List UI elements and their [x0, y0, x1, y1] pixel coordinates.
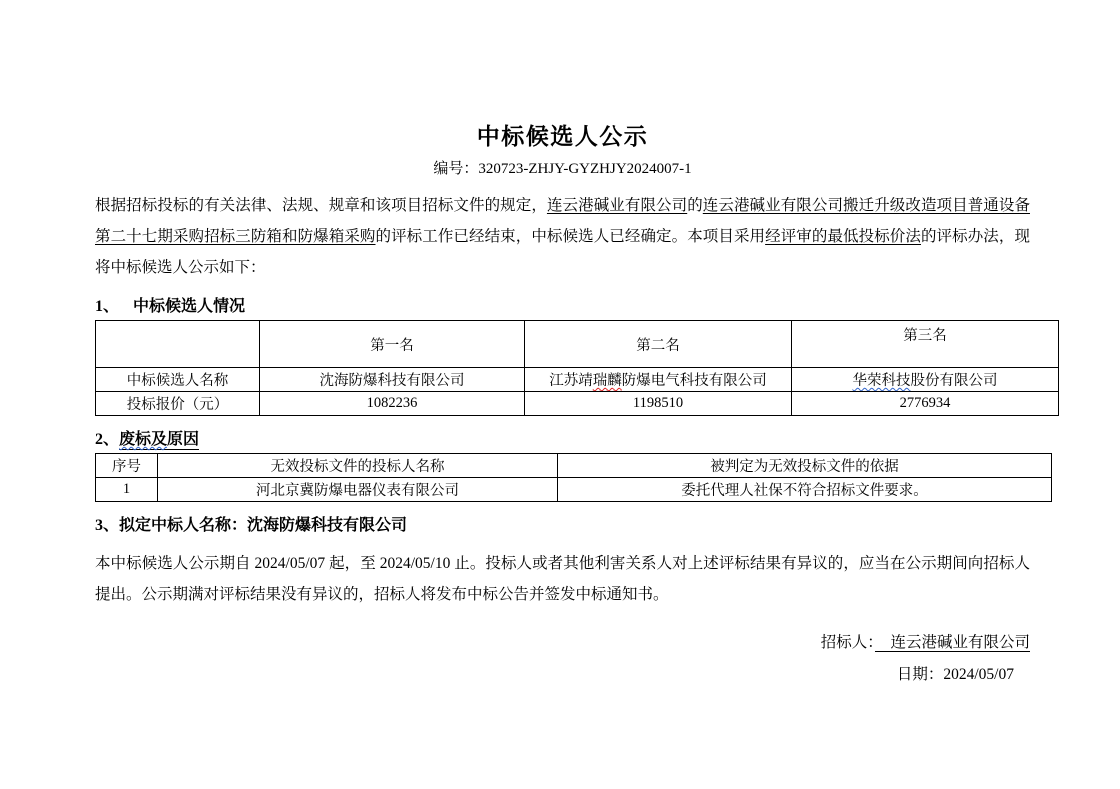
header-empty-cell [96, 321, 260, 368]
rejected-row-1 [96, 478, 1052, 502]
page-title: 中标候选人公示 [476, 124, 649, 149]
section1-title: 中标候选人情况 [133, 298, 246, 315]
second-name-spellcheck: 瑞麟 [592, 373, 622, 389]
rejected-bidder-name: 河北京冀防爆电器仪表有限公司 [158, 478, 558, 502]
third-name-spellcheck: 华荣科技 [852, 373, 911, 389]
names-row-label: 中标候选人名称 [96, 368, 260, 392]
candidate-names-row [96, 368, 1059, 392]
tenderer-name-underlined: 连云港碱业有限公司 [874, 634, 1030, 651]
section2-number: 2、 [95, 431, 120, 448]
third-place-name [792, 368, 1059, 392]
rejected-header-row [96, 454, 1052, 478]
rejected-bids-table [95, 453, 1052, 502]
section1-heading [95, 296, 1030, 318]
second-name-post: 防爆电气科技有限公司 [621, 373, 767, 389]
date-line [95, 664, 1030, 686]
evaluation-method-underlined: 经评审的最低投标价法 [765, 228, 921, 245]
date-label: 日期： [896, 666, 944, 683]
doc-number-label: 编号： [433, 161, 479, 177]
bidder-company-underlined: 连云港碱业有限公司 [546, 197, 688, 214]
rejected-serial-no: 1 [96, 478, 158, 502]
date-value: 2024/05/07 [943, 666, 1014, 683]
rejection-reason: 委托代理人社保不符合招标文件要求。 [558, 478, 1052, 502]
intro-paragraph [95, 190, 1030, 283]
section2-title [119, 431, 199, 450]
intro-text-4: 的评标办法，现将中标候选人公示如下： [95, 228, 1030, 276]
bid-prices-row [96, 392, 1059, 416]
project-name-underlined: 连云港碱业有限公司搬迁升级改造项目普通设备第二十七期采购招标三防箱和防爆箱采购 [95, 197, 1030, 245]
section2-title-rest: 原因 [167, 431, 200, 448]
document-content [95, 0, 1030, 686]
section3-heading: 3、拟定中标人名称：沈海防爆科技有限公司 [95, 517, 408, 534]
header-first-place: 第一名 [260, 321, 525, 368]
header-serial-no: 序号 [96, 454, 158, 478]
header-invalid-bidder-name: 无效投标文件的投标人名称 [158, 454, 558, 478]
header-second-place: 第二名 [525, 321, 792, 368]
second-place-price: 1198510 [525, 392, 792, 416]
third-name-post: 股份有限公司 [910, 373, 998, 389]
section2-title-spellcheck: 废标及 [119, 431, 168, 448]
intro-text-2: 的 [687, 197, 703, 214]
section2-heading [95, 429, 1030, 451]
header-rejection-basis: 被判定为无效投标文件的依据 [558, 454, 1052, 478]
header-third-place: 第三名 [792, 321, 1059, 368]
doc-number-value: 320723-ZHJY-GYZHJY2024007-1 [478, 161, 692, 177]
candidates-table [95, 320, 1059, 416]
doc-number-line [95, 159, 1030, 179]
closing-paragraph: 本中标候选人公示期自 2024/05/07 起，至 2024/05/10 止。投标人或者其他利害关系人对上述评标结果有异议的，应当在公示期间向招标人提出。公示期满对评标结果没有异议的，招标人将发布中标公告并签发中标通知书。 [95, 555, 1030, 603]
tenderer-label: 招标人： [820, 634, 875, 651]
first-place-name: 沈海防爆科技有限公司 [260, 368, 525, 392]
intro-text-1: 根据招标投标的有关法律、法规、规章和该项目招标文件的规定， [95, 197, 547, 214]
first-place-price: 1082236 [260, 392, 525, 416]
candidates-header-row [96, 321, 1059, 368]
intro-text-3: 的评标工作已经结束，中标候选人已经确定。本项目采用 [375, 228, 766, 245]
prices-row-label: 投标报价（元） [96, 392, 260, 416]
second-name-pre: 江苏靖 [549, 373, 593, 389]
third-place-price: 2776934 [792, 392, 1059, 416]
second-place-name [525, 368, 792, 392]
section1-number: 1、 [95, 298, 120, 315]
tenderer-signature-line [95, 632, 1030, 654]
